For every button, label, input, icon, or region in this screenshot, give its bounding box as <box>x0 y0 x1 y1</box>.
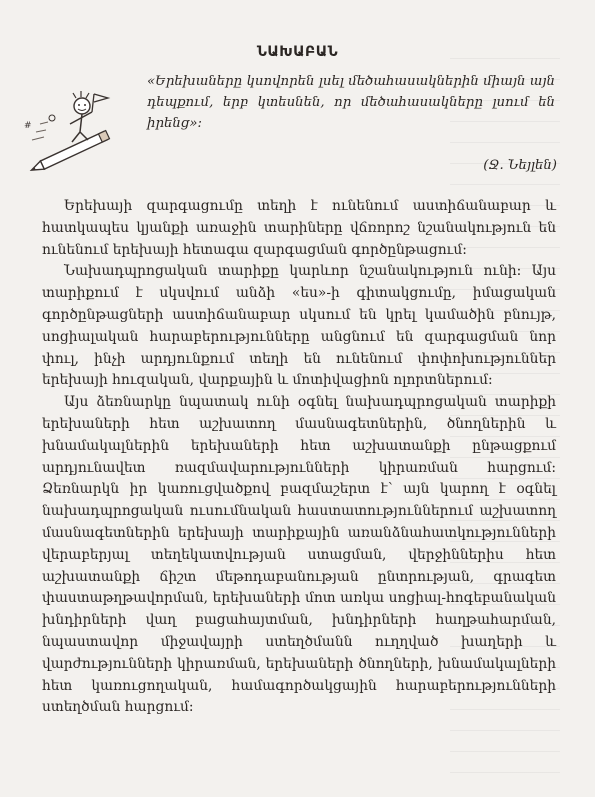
epigraph-author: (Ջ. Նեյլեն) <box>483 158 557 173</box>
body-text <box>42 196 556 719</box>
paragraph: Նախադպրոցական տարիքը կարևոր նշանակություն ունի: Այս տարիքում է սկսվում անձի «ես»-ի գիտակցումը, իմացական գործընթացների աստիճանաբար սկսում են կրել կամածին բնույթ, սոցիալական հարաբերությունները անցնում են զարգացման նոր փուլ, ինչի արդյունքում տեղի են ունենում փոփոխություններ երեխայի հուզական, վարքային և մոտիվացիոն ոլորտներում: <box>42 263 556 389</box>
epigraph-quote: «Երեխաները կսովորեն լսել մեծահասակներին միայն այն դեպքում, երբ կտեսնեն, որ մեծահասակները լսում են իրենց»: <box>147 74 555 131</box>
paragraph: Երեխայի զարգացումը տեղի է ունենում աստիճանաբար և հատկապես կյանքի առաջին տարիները վճռորոշ նշանակություն են ունենում երեխայի հետագա զարգացման գործընթացում: <box>42 198 556 258</box>
page-title: ՆԱԽԱԲԱՆ <box>256 44 339 60</box>
child-riding-pencil-icon <box>18 88 128 180</box>
svg-text:#: # <box>24 121 32 131</box>
paragraph: Այս ձեռնարկը նպատակ ունի օգնել նախադպրոցական տարիքի երեխաների հետ աշխատող մասնագետներին, ծնողներին և խնամակալներին երեխաների հետ աշխատանքի ընթացքում արդյունավետ ռազմավարությունների կիրառման հարցում: Ձեռնարկն իր կառուցվածքով բազմաշերտ է՝ այն կարող է օգնել նախադպրոցական ուսումնական հաստատություններում աշխատող մասնագետներին երեխայի տարիքային առանձնահատկությունների վերաբերյալ տեղեկատվության ստացման, վերջիններիս հետ աշխատանքի ճիշտ մեթոդաբանության ընտրության, գրագետ փաստաթղթավորման, երեխաների մոտ առկա սոցիալ-հոգեբանական խնդիրների վաղ բացահայտման, խնդիրների հաղթահարման, նպաստավոր միջավայրի ստեղծմանն ուղղված խաղերի և վարժությունների կիրառման, երեխաների ծնողների, խնամակալների հետ կառուցողական, համագործակցային հարաբերությունների ստեղծման հարցում: <box>42 394 556 716</box>
